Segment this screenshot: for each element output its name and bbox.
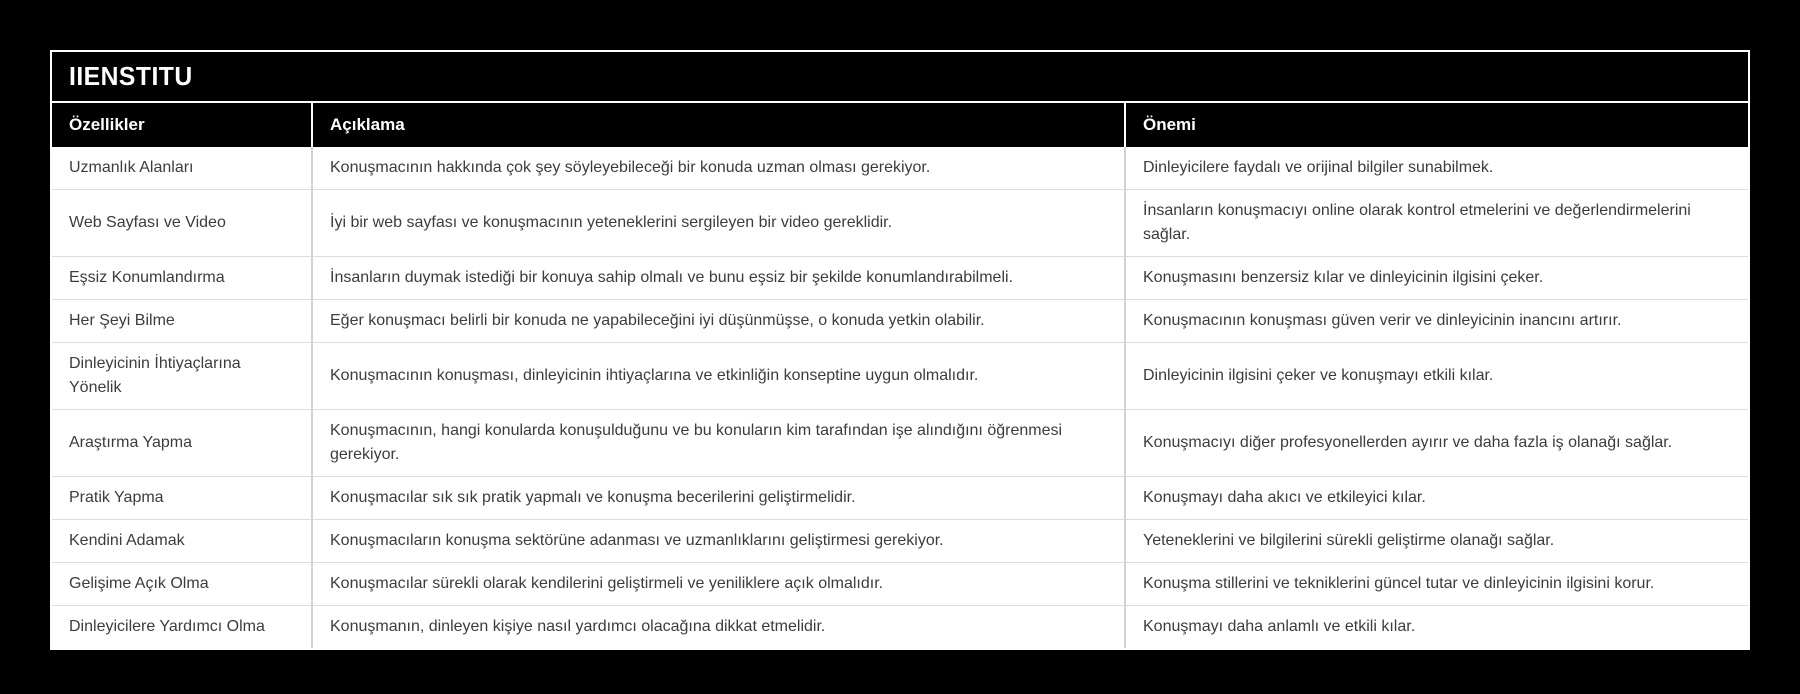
cell-feature: Web Sayfası ve Video	[52, 189, 312, 256]
cell-feature: Gelişime Açık Olma	[52, 562, 312, 605]
cell-description: İyi bir web sayfası ve konuşmacının yeteneklerini sergileyen bir video gereklidir.	[312, 189, 1125, 256]
brand-title: IIENSTITU	[69, 61, 193, 91]
cell-feature: Kendini Adamak	[52, 519, 312, 562]
table-row	[52, 562, 1748, 605]
cell-importance: İnsanların konuşmacıyı online olarak kontrol etmelerini ve değerlendirmelerini sağlar.	[1125, 189, 1748, 256]
cell-importance: Dinleyicilere faydalı ve orijinal bilgiler sunabilmek.	[1125, 147, 1748, 190]
cell-feature: Araştırma Yapma	[52, 409, 312, 476]
cell-importance: Konuşmayı daha akıcı ve etkileyici kılar.	[1125, 476, 1748, 519]
cell-description: Eğer konuşmacı belirli bir konuda ne yapabileceğini iyi düşünmüşse, o konuda yetkin olabilir.	[312, 299, 1125, 342]
cell-feature: Uzmanlık Alanları	[52, 147, 312, 190]
cell-importance: Konuşmayı daha anlamlı ve etkili kılar.	[1125, 605, 1748, 648]
cell-importance: Dinleyicinin ilgisini çeker ve konuşmayı etkili kılar.	[1125, 342, 1748, 409]
cell-importance: Konuşmasını benzersiz kılar ve dinleyicinin ilgisini çeker.	[1125, 256, 1748, 299]
header-cell-features: Özellikler	[52, 103, 312, 147]
table-row	[52, 519, 1748, 562]
header-row	[52, 103, 1748, 147]
cell-description: Konuşmacının, hangi konularda konuşulduğunu ve bu konuların kim tarafından işe alındığını öğrenmesi gerekiyor.	[312, 409, 1125, 476]
content-panel	[50, 50, 1750, 650]
cell-importance: Konuşmacıyı diğer profesyonellerden ayırır ve daha fazla iş olanağı sağlar.	[1125, 409, 1748, 476]
cell-feature: Eşsiz Konumlandırma	[52, 256, 312, 299]
table-row	[52, 409, 1748, 476]
cell-importance: Konuşmacının konuşması güven verir ve dinleyicinin inancını artırır.	[1125, 299, 1748, 342]
cell-description: İnsanların duymak istediği bir konuya sahip olmalı ve bunu eşsiz bir şekilde konumlandırabilmeli.	[312, 256, 1125, 299]
cell-importance: Konuşma stillerini ve tekniklerini güncel tutar ve dinleyicinin ilgisini korur.	[1125, 562, 1748, 605]
cell-description: Konuşmacılar sürekli olarak kendilerini geliştirmeli ve yeniliklere açık olmalıdır.	[312, 562, 1125, 605]
title-bar	[52, 52, 1748, 103]
cell-description: Konuşmacının konuşması, dinleyicinin ihtiyaçlarına ve etkinliğin konseptine uygun olmalıdır.	[312, 342, 1125, 409]
table-row	[52, 476, 1748, 519]
header-cell-description: Açıklama	[312, 103, 1125, 147]
header-cell-importance: Önemi	[1125, 103, 1748, 147]
cell-importance: Yeteneklerini ve bilgilerini sürekli geliştirme olanağı sağlar.	[1125, 519, 1748, 562]
cell-feature: Dinleyicinin İhtiyaçlarına Yönelik	[52, 342, 312, 409]
table-row	[52, 147, 1748, 190]
features-table	[52, 103, 1748, 648]
cell-feature: Dinleyicilere Yardımcı Olma	[52, 605, 312, 648]
cell-description: Konuşmacının hakkında çok şey söyleyebileceği bir konuda uzman olması gerekiyor.	[312, 147, 1125, 190]
cell-description: Konuşmacıların konuşma sektörüne adanması ve uzmanlıklarını geliştirmesi gerekiyor.	[312, 519, 1125, 562]
table-row	[52, 605, 1748, 648]
cell-feature: Her Şeyi Bilme	[52, 299, 312, 342]
cell-description: Konuşmanın, dinleyen kişiye nasıl yardımcı olacağına dikkat etmelidir.	[312, 605, 1125, 648]
table-row	[52, 342, 1748, 409]
cell-description: Konuşmacılar sık sık pratik yapmalı ve konuşma becerilerini geliştirmelidir.	[312, 476, 1125, 519]
table-row	[52, 256, 1748, 299]
table-row	[52, 189, 1748, 256]
table-row	[52, 299, 1748, 342]
cell-feature: Pratik Yapma	[52, 476, 312, 519]
